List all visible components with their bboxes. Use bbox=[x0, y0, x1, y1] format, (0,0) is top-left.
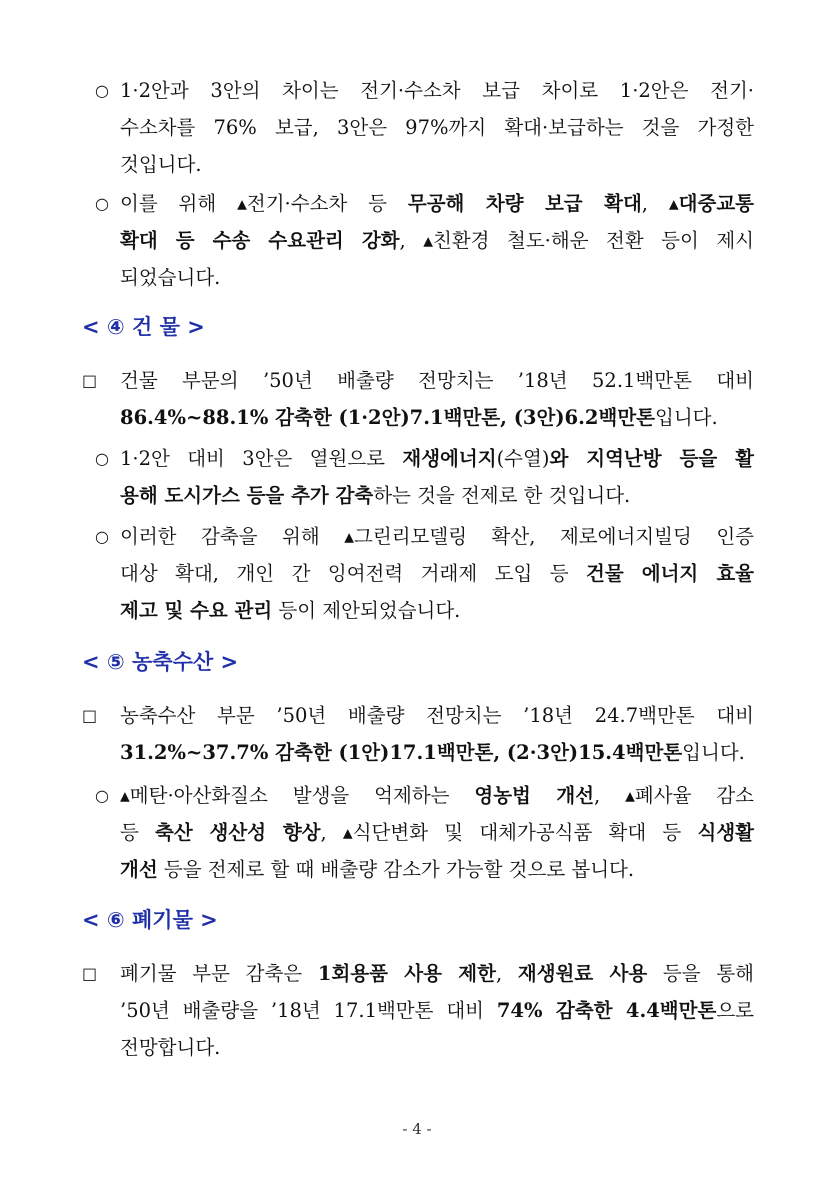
text-line bbox=[120, 259, 754, 296]
text-run: , bbox=[495, 962, 518, 985]
text-line bbox=[120, 592, 754, 629]
text-line bbox=[120, 777, 754, 814]
bold-text-run: 재생에너지 bbox=[402, 447, 497, 470]
text-line bbox=[120, 362, 754, 399]
bold-text-run: 무공해 차량 보급 확대 bbox=[407, 192, 642, 215]
text-run: , ▴친환경 철도·해운 전환 등이 제시 bbox=[399, 229, 754, 252]
square-bullet: □ bbox=[82, 964, 98, 983]
text-line bbox=[120, 555, 754, 592]
paragraph-agriculture-measures bbox=[120, 777, 754, 888]
paragraph-buildings-outlook bbox=[120, 362, 754, 436]
bold-text-run: 대중교통 bbox=[678, 192, 754, 215]
section-title-waste: < ⑥ 폐기물 > bbox=[82, 908, 218, 932]
bold-text-run: 제고 및 수요 관리 bbox=[120, 599, 273, 622]
circle-bullet: ○ bbox=[95, 527, 109, 546]
paragraph-buildings-renewable bbox=[120, 440, 754, 514]
square-bullet: □ bbox=[82, 371, 98, 390]
circle-bullet: ○ bbox=[95, 81, 109, 100]
text-run: 입니다. bbox=[655, 406, 718, 429]
text-run: 농축수산 부문 ’50년 배출량 전망치는 ’18년 24.7백만톤 대비 bbox=[120, 704, 754, 727]
circle-bullet: ○ bbox=[95, 786, 109, 805]
bold-text-run: 용해 도시가스 등을 추가 감축 bbox=[120, 484, 374, 507]
text-line bbox=[120, 955, 754, 992]
paragraph-transport-measures bbox=[120, 185, 754, 296]
circle-bullet: ○ bbox=[95, 194, 109, 213]
text-run: 건물 부문의 ’50년 배출량 전망치는 ’18년 52.1백만톤 대비 bbox=[120, 369, 754, 392]
text-line bbox=[120, 222, 754, 259]
bold-text-run: 축산 생산성 향상 bbox=[155, 821, 321, 844]
text-run: 것입니다. bbox=[120, 153, 202, 176]
text-line bbox=[120, 518, 754, 555]
section-title-buildings: < ④ 건 물 > bbox=[82, 315, 205, 339]
bold-text-run: 확대 등 수송 수요관리 강화 bbox=[120, 229, 400, 252]
text-run: (수열) bbox=[496, 447, 550, 470]
text-run: 1·2안 대비 3안은 열원으로 bbox=[120, 447, 403, 470]
bold-text-run: 식생활 bbox=[697, 821, 754, 844]
text-line bbox=[120, 992, 754, 1029]
text-run: , ▴식단변화 및 대체가공식품 확대 등 bbox=[320, 821, 698, 844]
text-line bbox=[120, 185, 754, 222]
text-run: , ▴ bbox=[641, 192, 679, 215]
text-run: 이를 위해 ▴전기·수소차 등 bbox=[120, 192, 408, 215]
bold-text-run: 영농법 개선 bbox=[474, 784, 595, 807]
text-run: 전망합니다. bbox=[120, 1036, 221, 1059]
text-run: 폐기물 부문 감축은 bbox=[120, 962, 318, 985]
section-title-agriculture: < ⑤ 농축수산 > bbox=[82, 650, 239, 674]
text-run: 수소차를 76% 보급, 3안은 97%까지 확대·보급 bbox=[120, 116, 586, 139]
text-run: 이러한 감축을 위해 ▴그린리모델링 확산, 제로에너지빌딩 인증 bbox=[120, 525, 754, 548]
text-line bbox=[120, 440, 754, 477]
bold-text-run: 개선 bbox=[120, 858, 158, 881]
text-line bbox=[120, 1029, 754, 1066]
text-line bbox=[120, 814, 754, 851]
square-bullet: □ bbox=[82, 706, 98, 725]
text-run: 등을 전제로 할 때 배출량 감소가 가능할 것으로 봅니다. bbox=[157, 858, 635, 881]
text-run: 하는 것을 전제로 한 것입니다. bbox=[373, 484, 631, 507]
text-run: 입니다. bbox=[682, 741, 745, 764]
text-line bbox=[120, 146, 754, 183]
bold-text-run: 74% 감축한 4.4백만톤 bbox=[496, 999, 717, 1022]
paragraph-waste-outlook bbox=[120, 955, 754, 1066]
bold-text-run: 재생원료 사용 bbox=[517, 962, 648, 985]
text-run: 대상 확대, 개인 간 잉여전력 거래제 도입 등 bbox=[120, 562, 587, 585]
text-line bbox=[120, 734, 754, 771]
paragraph-fuel-scenarios bbox=[120, 72, 754, 183]
bold-text-run: 건물 에너지 효율 bbox=[586, 562, 754, 585]
text-run: 으로 bbox=[716, 999, 754, 1022]
text-line bbox=[120, 72, 754, 109]
page-number: - 4 - bbox=[402, 1120, 432, 1138]
text-run: 등을 통해 bbox=[647, 962, 754, 985]
paragraph-agriculture-outlook bbox=[120, 697, 754, 771]
text-run: ▴메탄·아산화질소 발생을 억제하는 bbox=[120, 784, 475, 807]
text-run: 등이 제안되었습니다. bbox=[272, 599, 461, 622]
text-run: 하는 것을 가정한 bbox=[585, 116, 754, 139]
text-line bbox=[120, 477, 754, 514]
text-line bbox=[120, 399, 754, 436]
bold-text-run: 86.4%~88.1% 감축한 (1·2안)7.1백만톤, (3안)6.2백만톤 bbox=[120, 406, 655, 429]
text-run: 되었습니다. bbox=[120, 266, 221, 289]
circle-bullet: ○ bbox=[95, 449, 109, 468]
text-run: 1·2안과 3안의 차이는 전기·수소차 보급 차이로 1·2안은 전기· bbox=[120, 79, 754, 102]
bold-text-run: 1회용품 사용 제한 bbox=[317, 962, 496, 985]
text-line bbox=[120, 851, 754, 888]
text-line bbox=[120, 697, 754, 734]
text-run: 등 bbox=[120, 821, 156, 844]
text-line bbox=[120, 109, 754, 146]
bold-text-run: 31.2%~37.7% 감축한 (1안)17.1백만톤, (2·3안)15.4백만톤 bbox=[120, 741, 683, 764]
bold-text-run: 와 지역난방 등을 활 bbox=[549, 447, 754, 470]
text-run: ’50년 배출량을 ’18년 17.1백만톤 대비 bbox=[120, 999, 497, 1022]
paragraph-buildings-measures bbox=[120, 518, 754, 629]
text-run: , ▴폐사율 감소 bbox=[594, 784, 754, 807]
